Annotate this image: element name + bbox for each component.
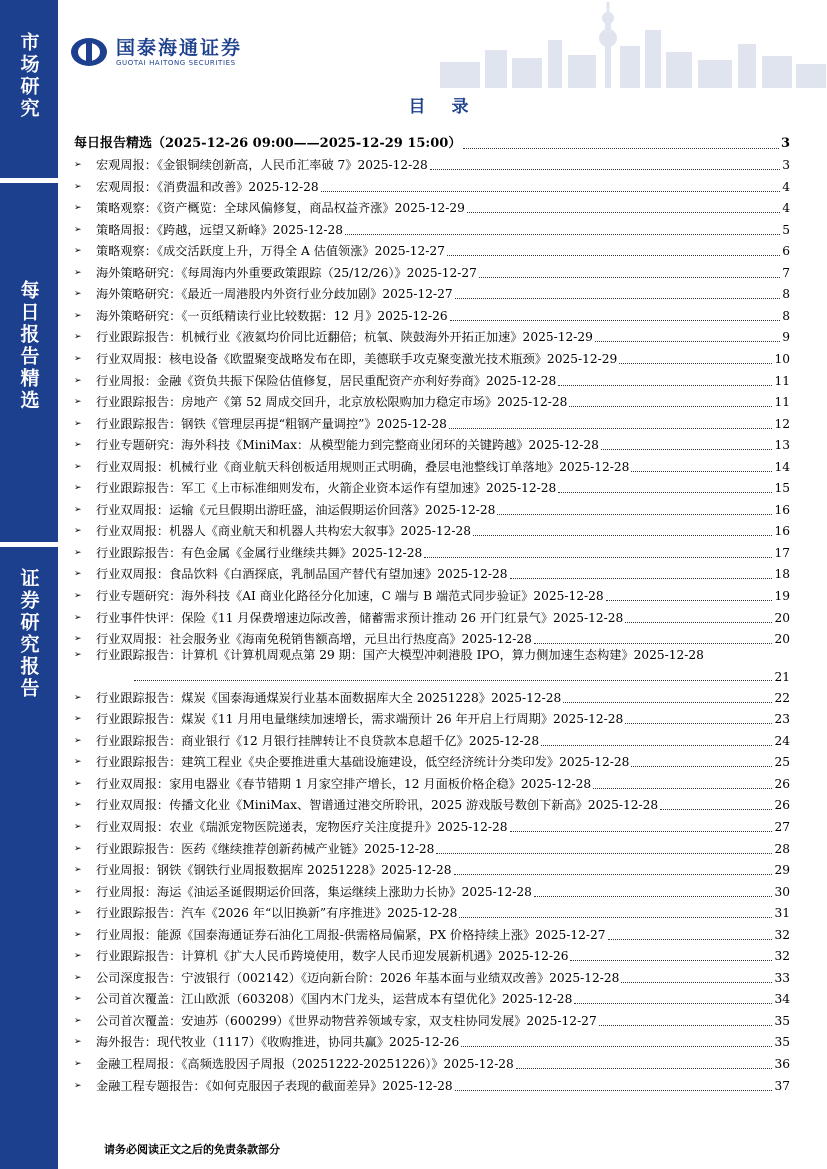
arrow-bullet-icon: ➢	[74, 440, 82, 451]
toc-entry-label: 行业跟踪报告：机械行业《液氦均价同比近翻倍；杭氧、陕鼓海外开拓正加速》2025-12-29	[96, 330, 593, 345]
toc-entry-label: 行业周报：金融《资负共振下保险估值修复，居民重配资产亦利好券商》2025-12-28	[96, 373, 557, 388]
toc-entry[interactable]	[74, 453, 790, 475]
arrow-bullet-icon: ➢	[74, 634, 82, 645]
toc-entry-wrapped-continuation[interactable]	[74, 663, 790, 684]
toc-entry[interactable]	[74, 389, 790, 411]
leader-dots	[134, 679, 772, 681]
toc-entry-label: 行业周报：能源《国泰海通证券石油化工周报-供需格局偏紧，PX 价格持续上涨》2025-12-27	[96, 927, 606, 942]
toc-entry[interactable]	[74, 216, 790, 238]
toc-entry[interactable]	[74, 582, 790, 604]
toc-entry-page: 36	[774, 1056, 790, 1071]
toc-entry[interactable]	[74, 324, 790, 346]
leader-dots	[534, 895, 773, 897]
toc-entry-page: 35	[774, 1035, 790, 1050]
sidebar-section-securities-research	[0, 568, 58, 728]
toc-entry[interactable]	[74, 964, 790, 986]
arrow-bullet-icon: ➢	[74, 757, 82, 768]
toc-entry-page: 11	[774, 373, 790, 388]
arrow-bullet-icon: ➢	[74, 310, 82, 321]
toc-entry-page: 27	[774, 819, 790, 834]
toc-entry-page: 33	[774, 970, 790, 985]
toc-entry[interactable]	[74, 727, 790, 749]
arrow-bullet-icon: ➢	[74, 418, 82, 429]
toc-entry-page: 26	[774, 798, 790, 813]
toc-entry-label: 行业跟踪报告：医药《继续推荐创新药械产业链》2025-12-28	[96, 841, 435, 856]
arrow-bullet-icon: ➢	[74, 569, 82, 580]
toc-entry-page: 21	[774, 670, 790, 685]
toc-entry-label: 行业跟踪报告：计算机《计算机周观点第 29 期：国产大模型冲刺港股 IPO，算力侧加速生态构建》2025-12-28	[96, 648, 704, 663]
leader-dots	[459, 916, 772, 918]
leader-dots	[541, 744, 772, 746]
toc-entry-label: 海外策略研究：《每周海内外重要政策跟踪（25/12/26）》2025-12-27	[96, 265, 477, 280]
arrow-bullet-icon: ➢	[74, 224, 82, 235]
leader-dots	[455, 297, 781, 299]
toc-entry-page: 32	[774, 949, 790, 964]
arrow-bullet-icon: ➢	[74, 650, 82, 661]
toc-entry[interactable]	[74, 367, 790, 389]
toc-entry[interactable]	[74, 684, 790, 706]
toc-title: 目 录	[408, 97, 479, 117]
leader-dots	[619, 362, 772, 364]
toc-entry-label: 行业双周报：机器人《商业航天和机器人共构宏大叙事》2025-12-28	[96, 524, 471, 539]
toc-entry[interactable]	[74, 900, 790, 922]
leader-dots	[467, 211, 780, 213]
arrow-bullet-icon: ➢	[74, 821, 82, 832]
toc-entry-wrapped[interactable]	[74, 647, 790, 663]
toc-entry-label: 金融工程周报：《高频选股因子周报（20251222-20251226）》2025-12-28	[96, 1056, 514, 1071]
toc-entry[interactable]	[74, 345, 790, 367]
toc-entry-label: 行业双周报：运输《元旦假期出游旺盛，油运假期运价回落》2025-12-28	[96, 502, 496, 517]
toc-entry-label: 行业双周报：机械行业《商业航天科创板适用规则正式明确，叠层电池整线订单落地》2025-12-28	[96, 459, 630, 474]
leader-dots	[558, 491, 772, 493]
toc-entry-label: 行业周报：钢铁《钢铁行业周报数据库 20251228》2025-12-28	[96, 863, 452, 878]
toc-entry[interactable]	[74, 835, 790, 857]
toc-main-page: 3	[780, 135, 790, 151]
toc-entry[interactable]	[74, 238, 790, 260]
toc-entry-label: 策略观察：《资产概览：全球风偏修复，商品权益齐涨》2025-12-29	[96, 201, 465, 216]
leader-dots	[454, 873, 773, 875]
leader-dots	[570, 959, 772, 961]
arrow-bullet-icon: ➢	[74, 865, 82, 876]
toc-entry[interactable]	[74, 152, 790, 174]
leader-dots	[569, 405, 772, 407]
toc-main-label: 每日报告精选（2025-12-26 09:00——2025-12-29 15:00）	[74, 135, 462, 151]
leader-dots	[436, 852, 772, 854]
toc-entry-page: 3	[782, 158, 790, 173]
toc-entry-page: 31	[774, 906, 790, 921]
toc-entry-label: 行业跟踪报告：钢铁《管理层再提“粗钢产量调控”》2025-12-28	[96, 416, 447, 431]
toc-entry-page: 16	[774, 502, 790, 517]
toc-entry[interactable]	[74, 986, 790, 1008]
leader-dots	[660, 808, 772, 810]
toc-entry-page: 20	[774, 610, 790, 625]
toc-entry-page: 15	[774, 481, 790, 496]
toc-entry-label: 行业周报：海运《油运圣诞假期运价回落，集运继续上涨助力长协》2025-12-28	[96, 884, 532, 899]
toc-entry-label: 行业跟踪报告：建筑工程业《央企要推进重大基础设施建设，低空经济统计分类印发》2025-12-28	[96, 755, 630, 770]
arrow-bullet-icon: ➢	[74, 267, 82, 278]
leader-dots	[516, 1067, 773, 1069]
arrow-bullet-icon: ➢	[74, 181, 82, 192]
toc-entry-page: 11	[774, 395, 790, 410]
toc-entry-page: 29	[774, 863, 790, 878]
leader-dots	[574, 1002, 772, 1004]
leader-dots	[510, 577, 773, 579]
toc-entry-page: 23	[774, 712, 790, 727]
toc-entry[interactable]	[74, 173, 790, 195]
toc-entry[interactable]	[74, 432, 790, 454]
leader-dots	[558, 384, 772, 386]
arrow-bullet-icon: ➢	[74, 483, 82, 494]
toc-entry-page: 24	[774, 733, 790, 748]
sidebar-section-daily-reports	[0, 280, 58, 440]
logo-name-en: GUOTAI HAITONG SECURITIES	[116, 58, 236, 67]
arrow-bullet-icon: ➢	[74, 246, 82, 257]
leader-dots	[625, 621, 772, 623]
toc-entry-page: 26	[774, 776, 790, 791]
arrow-bullet-icon: ➢	[74, 908, 82, 919]
arrow-bullet-icon: ➢	[74, 692, 82, 703]
toc-entry[interactable]	[74, 604, 790, 626]
toc-entry-page: 20	[774, 632, 790, 647]
arrow-bullet-icon: ➢	[74, 735, 82, 746]
city-skyline-watermark	[430, 0, 827, 88]
leader-dots	[595, 340, 780, 342]
leader-dots	[606, 599, 773, 601]
toc-entry-page: 5	[782, 222, 790, 237]
toc-entry-page: 18	[774, 567, 790, 582]
arrow-bullet-icon: ➢	[74, 951, 82, 962]
arrow-bullet-icon: ➢	[74, 800, 82, 811]
toc-entry-page: 9	[782, 330, 790, 345]
toc-entry-page: 22	[774, 690, 790, 705]
arrow-bullet-icon: ➢	[74, 714, 82, 725]
arrow-bullet-icon: ➢	[74, 886, 82, 897]
leader-dots	[447, 254, 780, 256]
toc-entry[interactable]	[74, 813, 790, 835]
toc-entry-label: 行业跟踪报告：计算机《扩大人民币跨境使用，数字人民币迎发展新机遇》2025-12-26	[96, 949, 569, 964]
toc-entry-label: 行业双周报：家用电器业《春节错期 1 月家空排产增长，12 月面板价格企稳》2025-12-28	[96, 776, 592, 791]
sidebar-label-market-research: 市场研究	[17, 32, 40, 120]
arrow-bullet-icon: ➢	[74, 1037, 82, 1048]
leader-dots	[631, 470, 772, 472]
toc-entry-page: 8	[782, 308, 790, 323]
arrow-bullet-icon: ➢	[74, 994, 82, 1005]
toc-entry[interactable]	[74, 1029, 790, 1051]
leader-dots	[463, 147, 779, 149]
sidebar-divider	[0, 542, 58, 547]
toc-entry-page: 12	[774, 416, 790, 431]
arrow-bullet-icon: ➢	[74, 1058, 82, 1069]
arrow-bullet-icon: ➢	[74, 612, 82, 623]
toc-entry-label: 公司首次覆盖：江山欧派（603208）《国内木门龙头，运营成本有望优化》2025-12-28	[96, 992, 573, 1007]
toc-entry-page: 30	[774, 884, 790, 899]
toc-entry-label: 行业双周报：传播文化业《MiniMax、智谱通过港交所聆讯，2025 游戏版号数创下新高》2025-12-28	[96, 798, 659, 813]
toc-entry-page: 14	[774, 459, 790, 474]
toc-entry[interactable]	[74, 921, 790, 943]
toc-entry-page: 37	[774, 1078, 790, 1093]
logo-name-cn: 国泰海通证券	[116, 36, 243, 59]
toc-entry[interactable]	[74, 496, 790, 518]
toc-entry[interactable]	[74, 792, 790, 814]
toc-entry[interactable]	[74, 302, 790, 324]
toc-entry[interactable]	[74, 943, 790, 965]
leader-dots	[430, 168, 781, 170]
toc-entry[interactable]	[74, 195, 790, 217]
toc-entry-label: 海外策略研究：《最近一周港股内外资行业分歧加剧》2025-12-27	[96, 287, 453, 302]
leader-dots	[450, 319, 781, 321]
toc-entry[interactable]	[74, 749, 790, 771]
sidebar	[0, 0, 58, 1169]
toc-entry-label: 行业专题研究：海外科技《MiniMax：从模型能力到完整商业闭环的关键跨越》2025-12-28	[96, 438, 599, 453]
toc-entry-label: 海外报告：现代牧业（1117）《收购推进，协同共赢》2025-12-26	[96, 1035, 460, 1050]
sidebar-label-daily-reports: 每日报告精选	[17, 280, 40, 412]
table-of-contents	[74, 130, 790, 1094]
toc-entry-label: 行业跟踪报告：商业银行《12 月银行挂牌转让不良贷款本息超千亿》2025-12-28	[96, 733, 540, 748]
arrow-bullet-icon: ➢	[74, 332, 82, 343]
toc-entry-page: 19	[774, 589, 790, 604]
toc-entry[interactable]	[74, 475, 790, 497]
arrow-bullet-icon: ➢	[74, 547, 82, 558]
toc-entry-page: 6	[782, 244, 790, 259]
leader-dots	[563, 701, 772, 703]
toc-entry-label: 宏观周报：《金银铜续创新高，人民币汇率破 7》2025-12-28	[96, 158, 428, 173]
toc-entry[interactable]	[74, 561, 790, 583]
arrow-bullet-icon: ➢	[74, 289, 82, 300]
leader-dots	[625, 722, 772, 724]
toc-entry[interactable]	[74, 410, 790, 432]
toc-entry[interactable]	[74, 1007, 790, 1029]
toc-entry-page: 28	[774, 841, 790, 856]
leader-dots	[497, 513, 772, 515]
toc-entry-page: 4	[782, 179, 790, 194]
arrow-bullet-icon: ➢	[74, 160, 82, 171]
toc-entry-page: 34	[774, 992, 790, 1007]
arrow-bullet-icon: ➢	[74, 461, 82, 472]
arrow-bullet-icon: ➢	[74, 972, 82, 983]
toc-entry-label: 行业跟踪报告：煤炭《国泰海通煤炭行业基本面数据库大全 20251228》2025-12-28	[96, 690, 562, 705]
toc-entry[interactable]	[74, 878, 790, 900]
toc-entry-label: 行业双周报：农业《瑞派宠物医院递表，宠物医疗关注度提升》2025-12-28	[96, 819, 508, 834]
leader-dots	[601, 448, 773, 450]
toc-entry-page: 35	[774, 1013, 790, 1028]
toc-entry-page: 25	[774, 755, 790, 770]
leader-dots	[510, 830, 773, 832]
toc-entry[interactable]	[74, 539, 790, 561]
toc-entry[interactable]	[74, 259, 790, 281]
toc-entry-label: 海外策略研究：《一页纸精读行业比较数据：12 月》2025-12-26	[96, 308, 448, 323]
toc-entry[interactable]	[74, 1050, 790, 1072]
toc-entry-page: 17	[774, 545, 790, 560]
arrow-bullet-icon: ➢	[74, 375, 82, 386]
toc-entry[interactable]	[74, 857, 790, 879]
leader-dots	[593, 787, 772, 789]
arrow-bullet-icon: ➢	[74, 397, 82, 408]
toc-entry[interactable]	[74, 626, 790, 648]
toc-entry-label: 行业跟踪报告：房地产《第 52 周成交回升，北京放松限购加力稳定市场》2025-12-28	[96, 395, 568, 410]
toc-entry-page: 16	[774, 524, 790, 539]
toc-entry-label: 金融工程专题报告：《如何克服因子表现的截面差异》2025-12-28	[96, 1078, 453, 1093]
leader-dots	[345, 233, 780, 235]
toc-entry[interactable]	[74, 1072, 790, 1094]
toc-entry-page: 8	[782, 287, 790, 302]
toc-entry-label: 行业跟踪报告：煤炭《11 月用电量继续加速增长，需求端预计 26 年开启上行周期》2025-12-28	[96, 712, 624, 727]
toc-entry-label: 行业双周报：食品饮料《白酒探底，乳制品国产替代有望加速》2025-12-28	[96, 567, 508, 582]
leader-dots	[455, 1089, 773, 1091]
logo-mark-icon	[70, 37, 108, 67]
toc-entry-label: 行业双周报：社会服务业《海南免税销售额高增，元旦出行热度高》2025-12-28	[96, 632, 532, 647]
toc-entry-label: 宏观周报：《消费温和改善》2025-12-28	[96, 179, 319, 194]
leader-dots	[321, 190, 781, 192]
leader-dots	[599, 1024, 773, 1026]
toc-entry-page: 13	[774, 438, 790, 453]
toc-entry-label: 策略周报：《跨越，远望又新峰》2025-12-28	[96, 222, 343, 237]
toc-entry-label: 行业事件快评：保险《11 月保费增速边际改善，储蓄需求预计推动 26 开门红景气》2025-12-28	[96, 610, 624, 625]
toc-entry-page: 10	[774, 352, 790, 367]
arrow-bullet-icon: ➢	[74, 504, 82, 515]
leader-dots	[608, 938, 773, 940]
toc-entry[interactable]	[74, 281, 790, 303]
toc-entry-label: 行业跟踪报告：汽车《2026 年“以旧换新”有序推进》2025-12-28	[96, 906, 458, 921]
sidebar-label-securities-research: 证券研究报告	[17, 568, 40, 700]
toc-entry-label: 行业双周报：核电设备《欧盟聚变战略发布在即，美德联手攻克聚变激光技术瓶颈》2025-12-29	[96, 352, 618, 367]
leader-dots	[631, 765, 772, 767]
toc-entry[interactable]	[74, 770, 790, 792]
disclaimer-footer: 请务必阅读正文之后的免责条款部分	[104, 1143, 280, 1156]
sidebar-section-market-research	[0, 32, 58, 142]
arrow-bullet-icon: ➢	[74, 526, 82, 537]
leader-dots	[461, 1045, 772, 1047]
toc-entry-page: 32	[774, 927, 790, 942]
toc-entry[interactable]	[74, 706, 790, 728]
arrow-bullet-icon: ➢	[74, 843, 82, 854]
toc-entry-page: 4	[782, 201, 790, 216]
arrow-bullet-icon: ➢	[74, 203, 82, 214]
toc-entry-label: 行业跟踪报告：军工《上市标准细则发布，火箭企业资本运作有望加速》2025-12-28	[96, 481, 557, 496]
toc-entry-label: 行业跟踪报告：有色金属《金属行业继续共舞》2025-12-28	[96, 545, 423, 560]
toc-main-entry[interactable]	[74, 130, 790, 152]
company-logo	[70, 34, 242, 70]
toc-entry-label: 公司首次覆盖：安迪苏（600299）《世界动物营养领域专家，双支柱协同发展》2025-12-27	[96, 1013, 597, 1028]
toc-entry-label: 策略观察：《成交活跃度上升，万得全 A 估值领涨》2025-12-27	[96, 244, 445, 259]
arrow-bullet-icon: ➢	[74, 1015, 82, 1026]
arrow-bullet-icon: ➢	[74, 354, 82, 365]
toc-entry-label: 行业专题研究：海外科技《AI 商业化路径分化加速，C 端与 B 端范式同步验证》2025-12-28	[96, 589, 604, 604]
leader-dots	[479, 276, 780, 278]
arrow-bullet-icon: ➢	[74, 1080, 82, 1091]
sidebar-divider	[0, 178, 58, 183]
toc-entry-page: 7	[782, 265, 790, 280]
toc-entry-label: 公司深度报告：宁波银行（002142）《迈向新台阶：2026 年基本面与业绩双改善》2025-12-28	[96, 970, 620, 985]
leader-dots	[473, 534, 773, 536]
toc-entry[interactable]	[74, 518, 790, 540]
arrow-bullet-icon: ➢	[74, 591, 82, 602]
leader-dots	[534, 642, 773, 644]
leader-dots	[621, 981, 772, 983]
arrow-bullet-icon: ➢	[74, 929, 82, 940]
leader-dots	[449, 427, 773, 429]
leader-dots	[424, 556, 772, 558]
arrow-bullet-icon: ➢	[74, 778, 82, 789]
